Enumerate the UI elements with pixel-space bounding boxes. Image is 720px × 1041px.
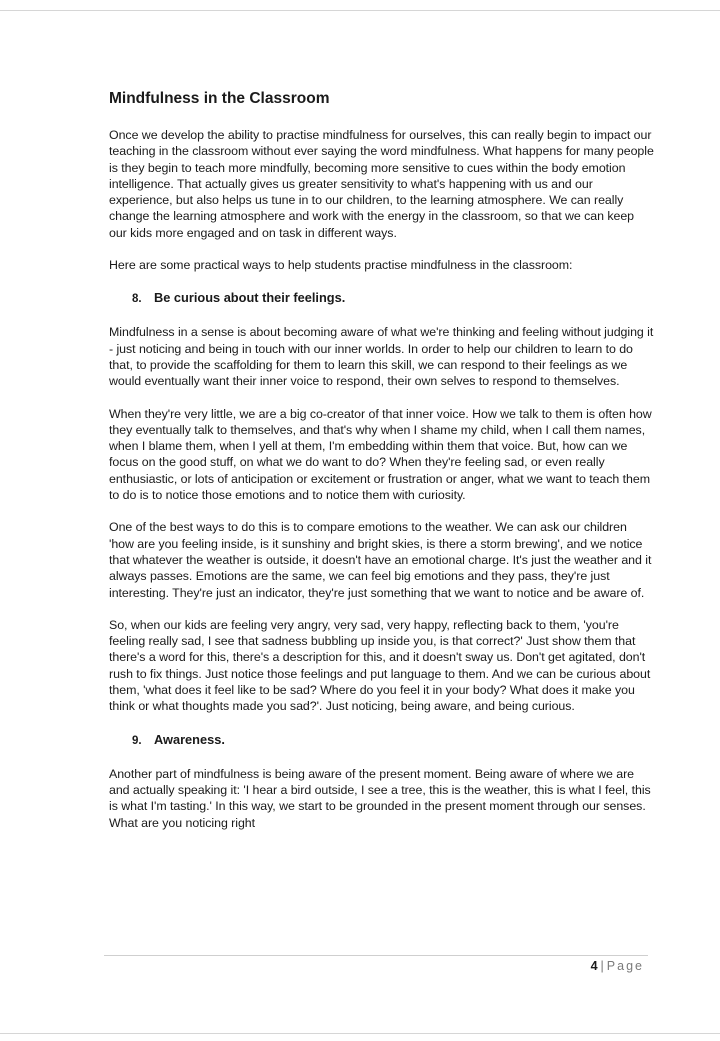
document-title: Mindfulness in the Classroom [109, 90, 330, 107]
body-paragraph: Another part of mindfulness is being aware of the present moment. Being aware of where we are and actually speaking it: 'I hear a bird outside, I see a tree, this is the weather, this is what I feel, this is what I'm tasting.' In this way, we start to be grounded in the present moment through our senses. What are you noticing right [109, 766, 651, 830]
footer-divider [104, 955, 648, 956]
page-number-footer [591, 958, 644, 974]
body-paragraph: When they're very little, we are a big co-creator of that inner voice. How we talk to them is often how they eventually talk to themselves, and that's why when I shame my child, when I call them names, when I blame them, when I yell at them, I'm embedding within them that voice. But, how can we focus on the good stuff, on what we do want to do? When they're feeling sad, or even really enthusiastic, or lots of anticipation or excitement or frustration or anger, what we want to teach them to do is to notice those emotions and to notice them with curiosity. [109, 406, 652, 503]
page-top-border [0, 10, 720, 11]
section-heading-text: Be curious about their feelings. [154, 290, 346, 306]
intro-paragraph: Once we develop the ability to practise mindfulness for ourselves, this can really begin to impact our teaching in the classroom without ever saying the word mindfulness. What happens for many people is they begin to teach more mindfully, becoming more sensitive to cues within the body emotion intelligence. That actually gives us greater sensitivity to what's happening with us and our experience, but also helps us tune in to our children, to the learning atmosphere. We can really change the learning atmosphere and work with the energy in the classroom, so that we can keep our kids more engaged and on task in different ways. [109, 128, 654, 240]
section-number: 8. [132, 293, 142, 306]
body-paragraph: One of the best ways to do this is to compare emotions to the weather. We can ask our children 'how are you feeling inside, is it sunshiny and bright skies, is there a storm brewing', and we notice that whatever the weather is outside, it doesn't have an emotional charge. It's just the weather and it always passes. Emotions are the same, we can feel big emotions and they pass, they're just interesting. They're just an indicator, they're just something that we want to notice and be aware of. [109, 520, 652, 600]
page-bottom-border [0, 1033, 720, 1034]
section-heading-text: Awareness. [154, 731, 225, 747]
section-heading-awareness [109, 731, 654, 750]
body-paragraph: Mindfulness in a sense is about becoming aware of what we're thinking and feeling without judging it - just noticing and being in touch with our inner worlds. In order to help our children to learn to do that, to provide the scaffolding for them to learn this skill, we can respond to their feelings as we would eventually want their inner voice to respond, their own selves to respond to themselves. [109, 325, 654, 389]
body-paragraph: So, when our kids are feeling very angry, very sad, very happy, reflecting back to them, 'you're feeling really sad, I see that sadness bubbling up inside you, is that correct?' Just show them that there's a word for this, there's a description for this, and it doesn't sway us. Don't get agitated, don't rush to fix things. Just notice those feelings and put language to them. And we can be curious about them, 'what does it feel like to be sad? Where do you feel it in your body? What does it make you think or what thoughts made you sad?'. Just noticing, being aware, and being curious. [109, 617, 651, 714]
page-number: 4 [590, 959, 598, 973]
section-number: 9. [132, 734, 142, 747]
intro-paragraph: Here are some practical ways to help students practise mindfulness in the classroom: [109, 258, 573, 273]
document-body [109, 88, 654, 847]
page-label: Page [606, 959, 644, 973]
section-heading-curious [109, 289, 654, 308]
page-separator: | [600, 959, 604, 973]
